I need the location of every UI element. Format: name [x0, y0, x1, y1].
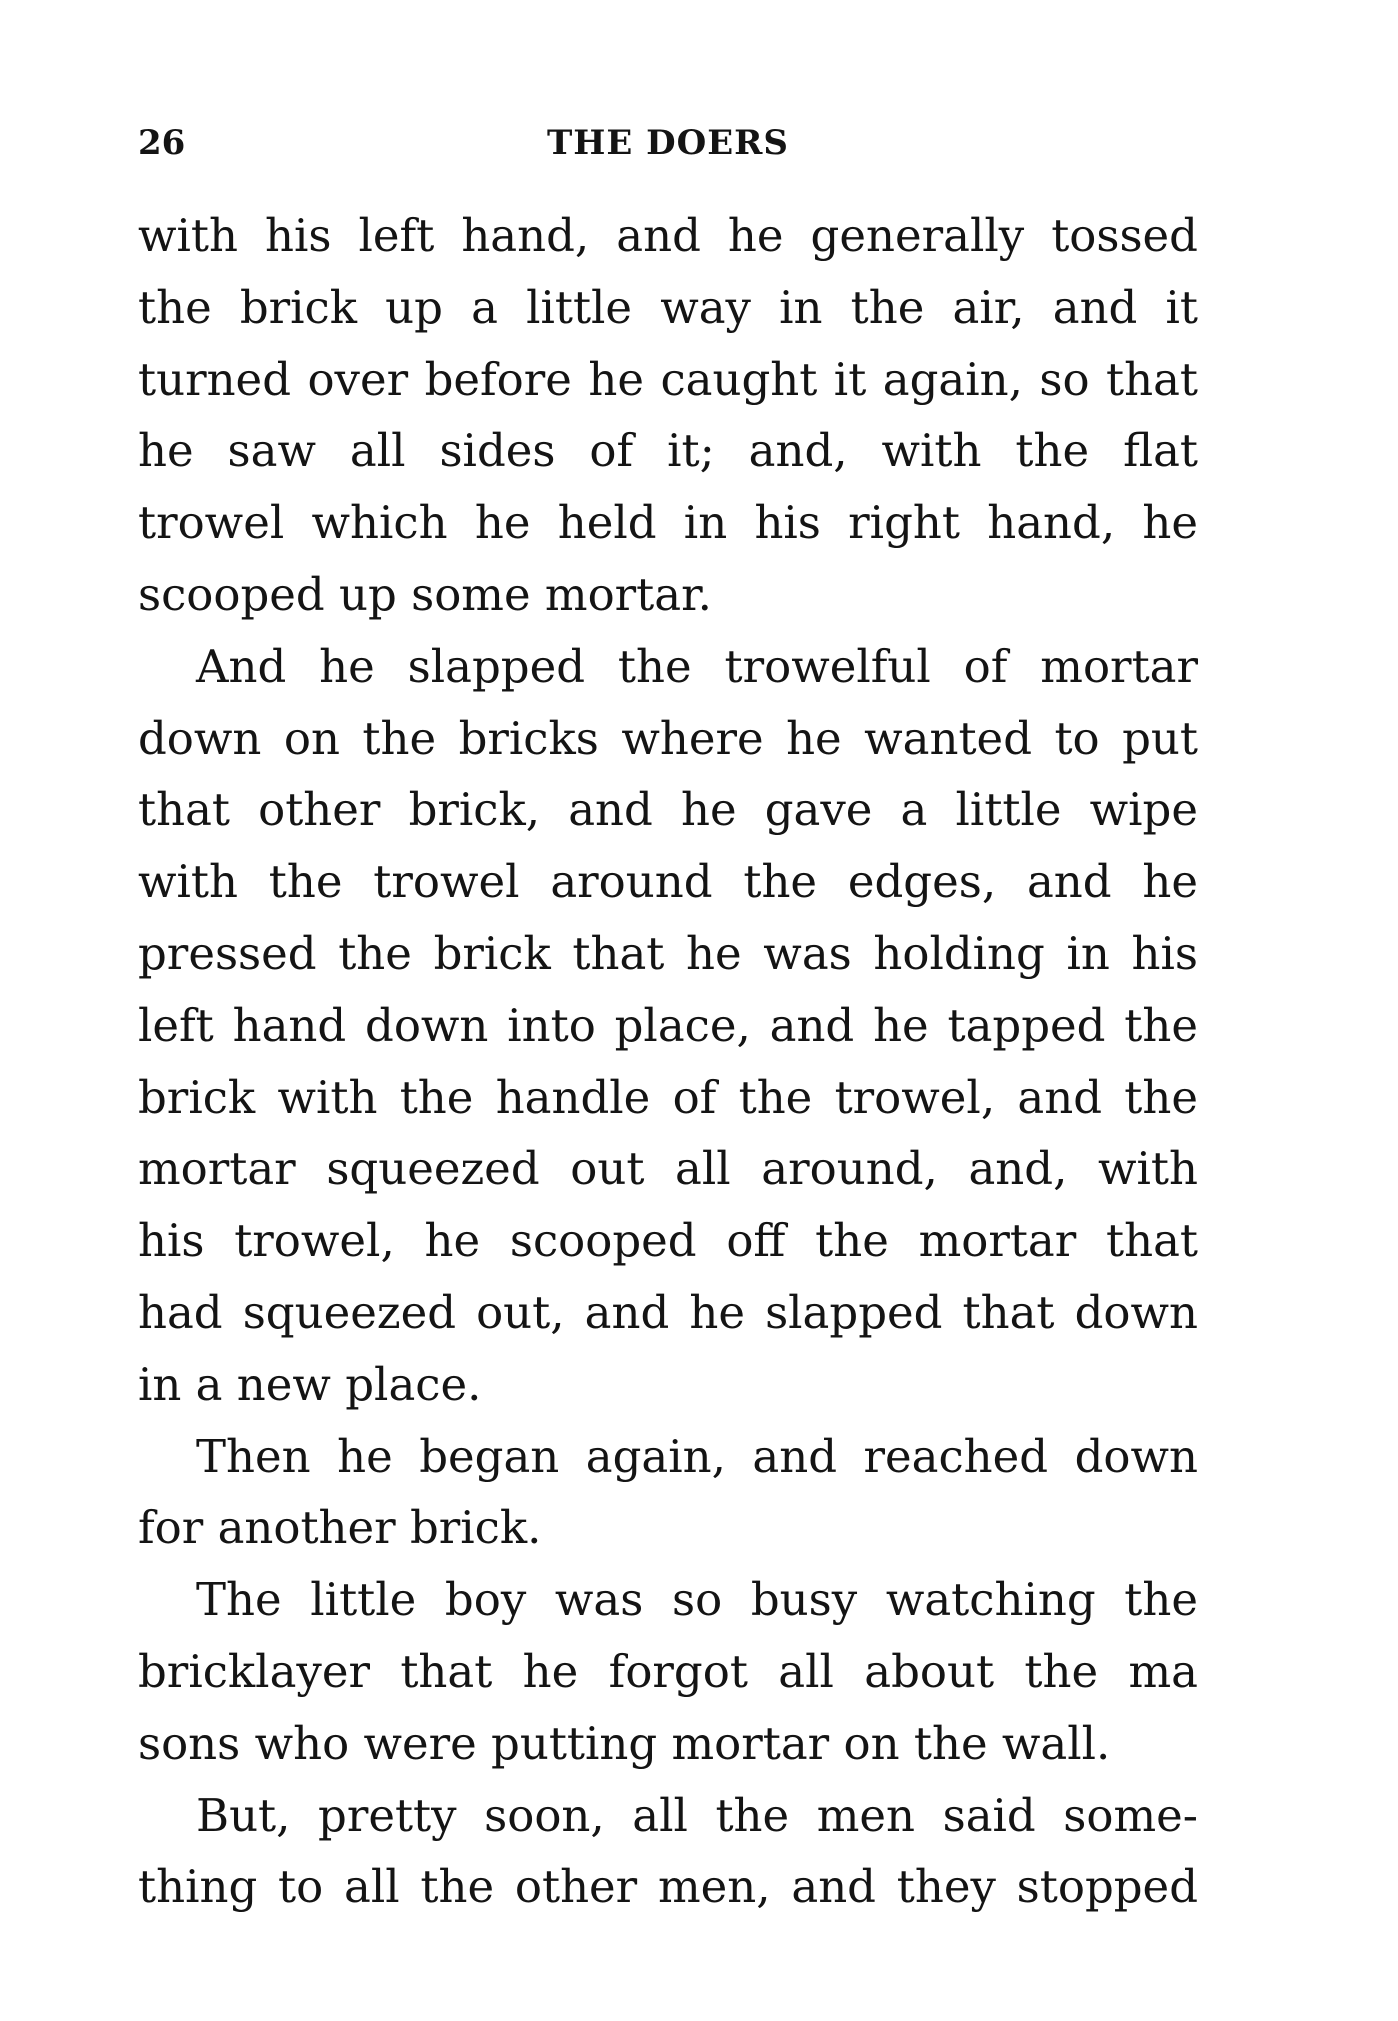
text-line: he saw all sides of it; and, with the flat	[138, 424, 1198, 478]
paragraph	[138, 631, 1198, 1421]
text-line: with the trowel around the edges, and he	[138, 855, 1198, 909]
body-text	[138, 200, 1198, 1923]
text-line: thing to all the other men, and they stopped	[138, 1860, 1198, 1914]
paragraph	[138, 1564, 1198, 1779]
text-line: the brick up a little way in the air, and it	[138, 280, 1198, 334]
text-line: his trowel, he scooped off the mortar that	[138, 1214, 1198, 1268]
running-title: THE DOERS	[546, 123, 789, 163]
text-line: The little boy was so busy watching the	[196, 1573, 1198, 1627]
text-line: scooped up some mortar.	[138, 567, 712, 621]
text-line: left hand down into place, and he tapped the	[138, 998, 1198, 1052]
text-line: in a new place.	[138, 1357, 482, 1411]
text-line: Then he began again, and reached down	[196, 1429, 1198, 1483]
running-head	[138, 118, 1198, 168]
text-line: But, pretty soon, all the men said some-	[196, 1788, 1198, 1842]
text-line: And he slapped the trowelful of mortar	[196, 639, 1198, 693]
paragraph	[138, 1780, 1198, 1924]
paragraph	[138, 200, 1198, 631]
text-line: mortar squeezed out all around, and, with	[138, 1142, 1198, 1196]
text-line: turned over before he caught it again, so that	[138, 352, 1198, 406]
text-line: that other brick, and he gave a little wipe	[138, 783, 1198, 837]
text-line: had squeezed out, and he slapped that down	[138, 1285, 1198, 1339]
page-number: 26	[138, 123, 186, 163]
text-line: sons who were putting mortar on the wall.	[138, 1716, 1111, 1770]
text-line: down on the bricks where he wanted to put	[138, 711, 1198, 765]
text-line: trowel which he held in his right hand, he	[138, 496, 1198, 550]
paragraph	[138, 1421, 1198, 1565]
text-line: bricklayer that he forgot all about the ma	[138, 1644, 1198, 1698]
text-line: with his left hand, and he generally tossed	[138, 209, 1198, 262]
text-line: pressed the brick that he was holding in his	[138, 926, 1198, 980]
text-line: brick with the handle of the trowel, and the	[138, 1070, 1198, 1124]
text-line: for another brick.	[138, 1501, 542, 1555]
